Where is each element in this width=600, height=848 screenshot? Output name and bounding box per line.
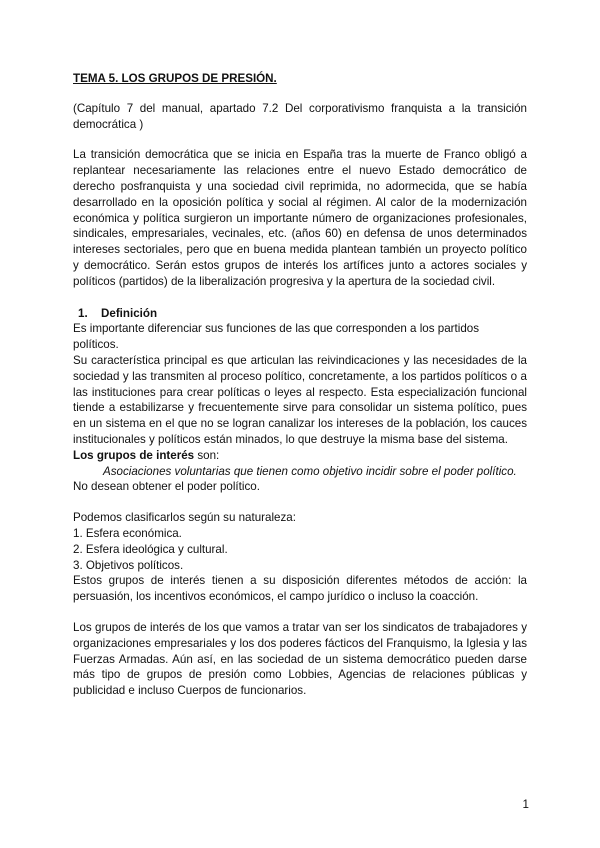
definition-lead-bold: Los grupos de interés (73, 448, 195, 462)
methods-paragraph: Estos grupos de interés tienen a su disposición diferentes métodos de acción: la persuasión, los incentivos económicos, el campo jurídico o incluso la coacción. (73, 574, 527, 604)
section-heading-definicion (73, 306, 527, 322)
closing-paragraph: Los grupos de interés de los que vamos a tratar van ser los sindicatos de trabajadores y organizaciones empresariales y los dos poderes fácticos del Franquismo, la Iglesia y las Fuerzas Armadas. Aún así, en las sociedad de un sistema democrático pueden darse más tipo de grupos de presión como Lobbies, Agencias de relaciones públicas y publicidad e incluso Cuerpos de funcionarios. (73, 620, 527, 698)
section-title: Definición (101, 306, 158, 320)
definition-italic: Asociaciones voluntarias que tienen como objetivo incidir sobre el poder político. (103, 464, 517, 478)
classify-intro: Podemos clasificarlos según su naturaleza: (73, 511, 296, 525)
document-subtitle: (Capítulo 7 del manual, apartado 7.2 Del corporativismo franquista a la transición democrática ) (73, 101, 527, 131)
list-item: 3. Objetivos políticos. (73, 558, 184, 572)
no-power-line: No desean obtener el poder político. (73, 480, 260, 494)
definition-line-1: Es importante diferenciar sus funciones de las que corresponden a los partidos políticos. (73, 322, 480, 352)
definition-lead (73, 448, 527, 464)
list-item: 2. Esfera ideológica y cultural. (73, 542, 228, 556)
section-number: 1. (78, 306, 88, 320)
definition-lead-rest: son: (194, 448, 220, 462)
list-item: 1. Esfera económica. (73, 526, 182, 540)
intro-paragraph: La transición democrática que se inicia en España tras la muerte de Franco obligó a replantear necesariamente las relaciones entre el nuevo Estado democrático de derecho posfranquista y una sociedad civil reprimida, no adormecida, que se había desarrollado en la oposición política y social al régimen. Al calor de la modernización económica y política surgieron un importante número de organizaciones profesionales, sindicales, empresariales, vecinales, etc. (años 60) en defensa de unos determinados intereses sectoriales, pero que en buena medida plantean también un proyecto político y democrático. Serán estos grupos de interés los artífices junto a actores sociales y políticos (partidos) de la liberalización progresiva y la apertura de la sociedad civil. (73, 148, 527, 288)
page-number: 1 (522, 798, 529, 811)
document-title: TEMA 5. LOS GRUPOS DE PRESIÓN. (73, 72, 277, 85)
definition-paragraph: Su característica principal es que articulan las reivindicaciones y las necesidades de la sociedad y las transmiten al proceso político, concretamente, a los partidos políticos o a las instituciones para crear políticas o leyes al respecto. Esta especialización funcional tiende a estabilizarse y frecuentemente sirve para consolidar un sistema político, pues en un sistema en el que no se logran canalizar los intereses de la población, los cauces institucionales y políticos están minados, lo que destruye la misma base del sistema. (73, 353, 527, 446)
